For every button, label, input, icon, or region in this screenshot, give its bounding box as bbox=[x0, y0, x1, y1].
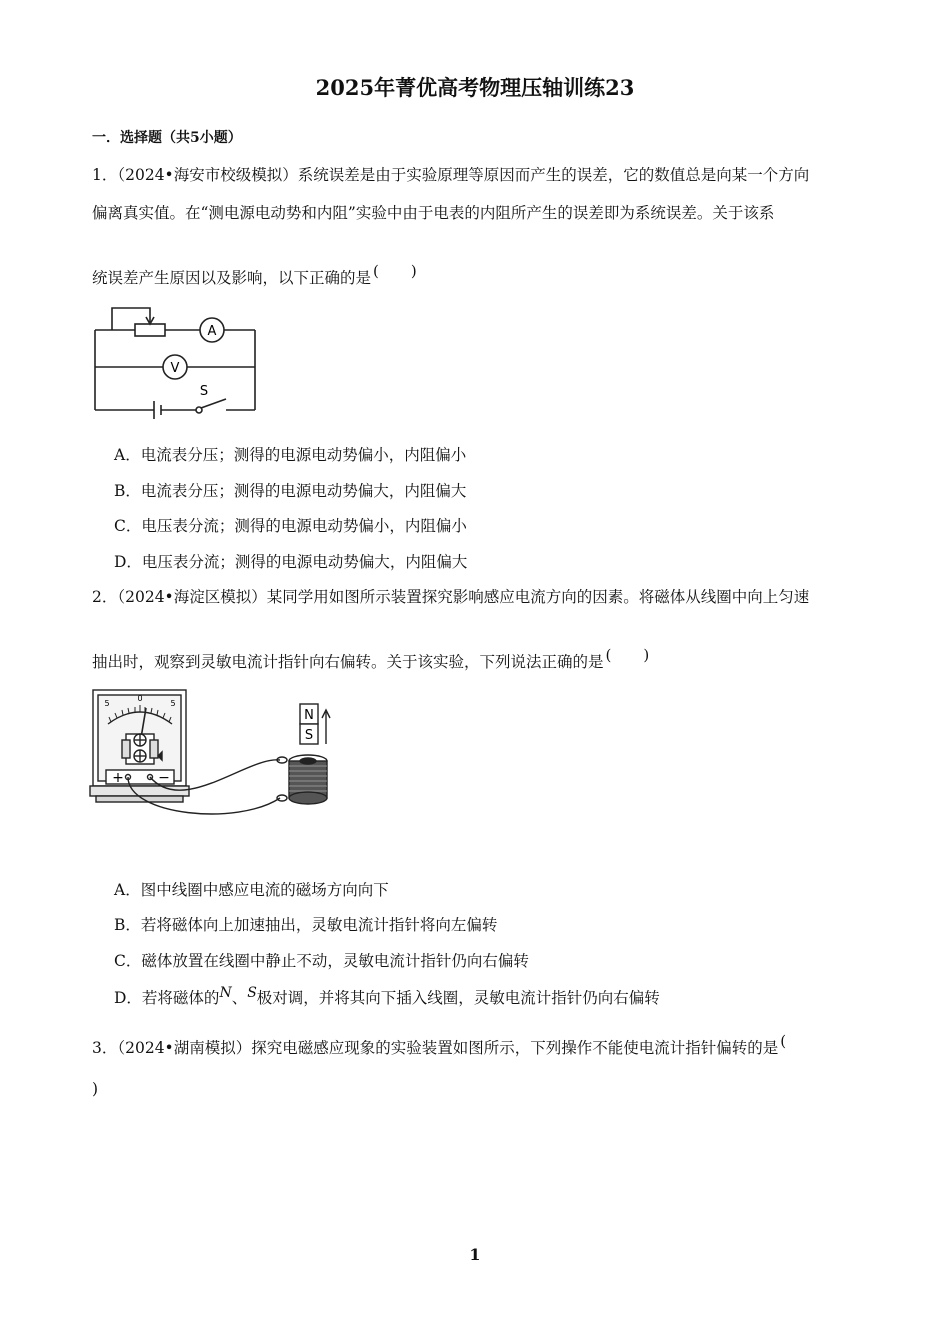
q2-option-b: B．若将磁体向上加速抽出，灵敏电流计指针将向左偏转 bbox=[114, 916, 498, 934]
magnet-n-label: N bbox=[304, 708, 314, 723]
galvanometer-base bbox=[90, 786, 189, 796]
q3-line-1: 3．（2024•湖南模拟）探究电磁感应现象的实验装置如图所示，下列操作不能使电流计指针偏转的是 ( bbox=[92, 1032, 787, 1057]
pole-s-symbol: S bbox=[247, 985, 257, 1001]
q2-option-d: D．若将磁体的N、S极对调，并将其向下插入线圈，灵敏电流计指针仍向右偏转 bbox=[114, 985, 660, 1007]
q3-paren-close: ) bbox=[92, 1080, 99, 1098]
q2-line-1: 2．（2024•海淀区模拟）某同学用如图所示装置探究影响感应电流方向的因素。将磁体从线圈中向上匀速 bbox=[92, 588, 810, 606]
scale-left-label: 5 bbox=[104, 699, 110, 708]
voltmeter-label: V bbox=[170, 361, 180, 376]
q1-answer-parens: ( ) bbox=[373, 262, 417, 280]
q3-paren-open: ( bbox=[780, 1032, 787, 1050]
scale-mid-label: 0 bbox=[137, 694, 143, 703]
q1-option-c: C．电压表分流；测得的电源电动势偏小，内阻偏小 bbox=[114, 517, 467, 535]
q2-line-2 bbox=[92, 646, 650, 672]
switch-label: S bbox=[199, 384, 209, 399]
ammeter-label: A bbox=[207, 324, 217, 339]
switch-blade bbox=[201, 399, 226, 408]
pole-n-symbol: N bbox=[219, 985, 232, 1001]
minus-terminal-label: − bbox=[158, 770, 170, 786]
q2-option-c: C．磁体放置在线圈中静止不动，灵敏电流计指针仍向右偏转 bbox=[114, 952, 529, 970]
page-number: 1 bbox=[469, 1245, 481, 1264]
q1-stem-end: 统误差产生原因以及影响，以下正确的是 bbox=[92, 269, 372, 287]
q1-option-a: A．电流表分压；测得的电源电动势偏小，内阻偏小 bbox=[114, 446, 467, 464]
section-heading: 一．选择题（共5小题） bbox=[92, 130, 242, 146]
q1-option-d: D．电压表分流；测得的电源电动势偏大，内阻偏大 bbox=[114, 553, 468, 571]
scale-right-label: 5 bbox=[170, 699, 176, 708]
rheostat bbox=[135, 324, 165, 336]
q2-stem-end: 抽出时，观察到灵敏电流计指针向右偏转。关于该实验，下列说法正确的是 bbox=[92, 653, 604, 671]
q2-answer-parens: ( ) bbox=[605, 646, 650, 664]
q1-line-1: 1．（2024•海安市校级模拟）系统误差是由于实验原理等原因而产生的误差，它的数值总是向某一个方向 bbox=[92, 166, 810, 184]
page-title: 2025年菁优高考物理压轴训练23 bbox=[315, 75, 635, 100]
q2-galvanometer-coil-diagram bbox=[88, 686, 338, 826]
q1-circuit-diagram bbox=[88, 300, 268, 425]
q1-line-3 bbox=[92, 262, 417, 288]
q1-line-2: 偏离真实值。在“测电源电动势和内阻”实验中由于电表的内阻所产生的误差即为系统误差。关于该系 bbox=[92, 204, 775, 222]
q2-option-a: A．图中线圈中感应电流的磁场方向向下 bbox=[114, 881, 389, 899]
q1-option-b: B．电流表分压；测得的电源电动势偏大，内阻偏大 bbox=[114, 482, 467, 500]
plus-terminal-label: + bbox=[112, 770, 124, 786]
magnet-s-label: S bbox=[304, 728, 314, 743]
